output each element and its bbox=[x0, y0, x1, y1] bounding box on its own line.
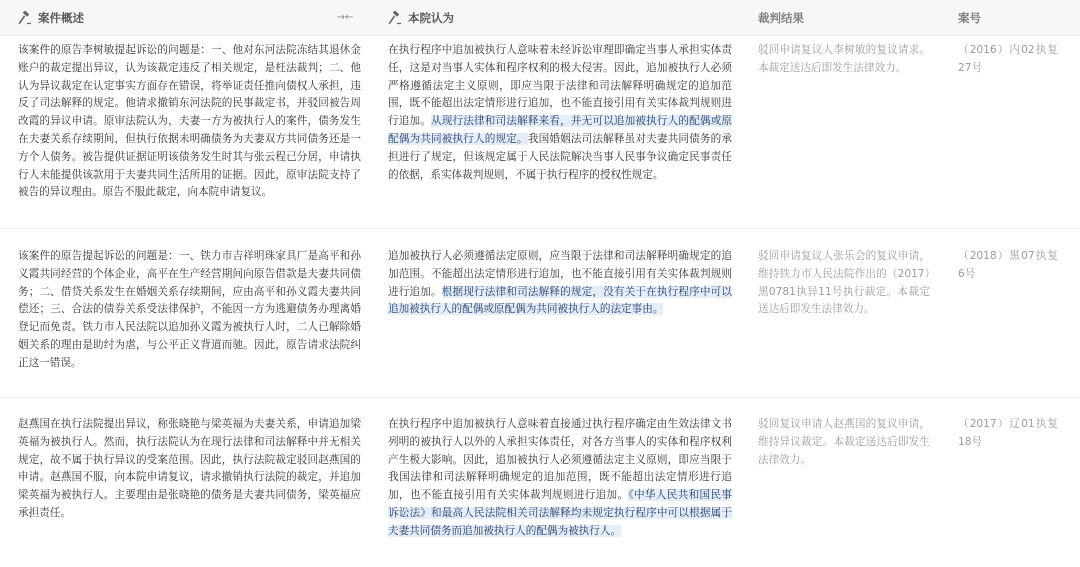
header-case-number[interactable] bbox=[958, 0, 981, 36]
row2-opinion-text: 追加被执行人必须遵循法定原则，应当限于法律和司法解释明确规定的追加范围。不能超出法定情形进行追加，也不能直接引用有关实体裁判规则进行追加。 bbox=[388, 250, 732, 298]
row1-opinion bbox=[388, 42, 732, 184]
collapse-column-icon[interactable]: →← bbox=[336, 12, 354, 23]
row1-opinion-highlight: 从现行法律和司法解释来看，并无可以追加被执行人的配偶或原配偶为共同被执行人的规定。 bbox=[388, 115, 733, 145]
row3-summary: 赵燕国在执行法院提出异议，称张晓艳与梁英福为夫妻关系，申请追加梁英福为被执行人。然而，执行法院认为在现行法律和司法解释中并无相关规定，故不属于执行异议的受案范围。因此，执行法院裁定驳回赵燕国的申请。赵燕国不服，向本院申请复议，请求撤销执行法院的裁定，并追加梁英福为被执行人。主要理由是张晓艳的债务是夫妻共同债务，梁英福应承担责任。 bbox=[18, 418, 361, 519]
row2-opinion bbox=[388, 248, 732, 319]
header-court-opinion-label: 本院认为 bbox=[408, 11, 454, 25]
header-case-summary[interactable] bbox=[18, 0, 84, 36]
header-case-summary-label: 案件概述 bbox=[38, 11, 84, 25]
row2-opinion-highlight: 根据现行法律和司法解释的规定，没有关于在执行程序中可以追加被执行人的配偶或原配偶为共同被执行人的法定事由。 bbox=[388, 285, 733, 316]
row1-result: 驳回申请复议人李树敏的复议请求。本裁定送达后即发生法律效力。 bbox=[758, 44, 930, 74]
row1-summary: 该案件的原告李树敏提起诉讼的问题是：一、他对东河法院冻结其退休金账户的裁定提出异议，认为该裁定违反了相关规定，是枉法裁判；二、他认为异议裁定在认定事实方面存在错误，将举证责任推向债权人承担，违反了司法解释的规定。他请求撤销东河法院的民事裁定书，并驳回被告周改霞的异议申请。原审法院认为，夫妻一方为被执行人的案件，债务发生在夫妻关系存续期间，但执行依据未明确债务为夫妻双方共同债务还是一方个人债务。被告提供证据证明该债务发生时其与张云程已分居，申请执行人未能提供该款用于夫妻共同生活所用的证据。因此，原审法院支持了被告的异议理由。原告不服此裁定，向本院申请复议。 bbox=[18, 44, 361, 199]
row2-case-number[interactable]: （2018）黑07执复6号 bbox=[958, 250, 1058, 280]
header-case-number-label: 案号 bbox=[958, 11, 981, 25]
header-judgment-result[interactable] bbox=[758, 0, 804, 36]
header-judgment-result-label: 裁判结果 bbox=[758, 11, 804, 25]
row3-case-number[interactable]: （2017）辽01执复18号 bbox=[958, 418, 1058, 448]
row3-opinion-text: 在执行程序中追加被执行人意味着直接通过执行程序确定由生效法律文书列明的被执行人以外的人承担实体责任，对各方当事人的实体和程序权利产生极大影响。因此，追加被执行人必须遵循法定主义原则，即应当限于我国法律和司法解释明确规定的追加范围，既不能超出法定情形进行追加，也不能直接引用有关实体裁判规则进行追加。 bbox=[388, 418, 732, 502]
gavel-icon bbox=[388, 11, 402, 25]
row3-opinion bbox=[388, 416, 732, 541]
row1-opinion-text: 在执行程序中追加被执行人意味着未经诉讼审理即确定当事人承担实体责任，这是对当事人实体和程序权利的极大侵害。因此，追加被执行人必须严格遵循法定主义原则，即应当限于法律和司法解释明确规定的追加范围，既不能超出法定情形进行追加，也不能直接引用有关实体裁判规则进行追加。 bbox=[388, 44, 732, 128]
row2-result: 驳回申请复议人张乐会的复议申请，维持铁力市人民法院作出的（2017）黑0781执异11号执行裁定。本裁定送达后即发生法律效力。 bbox=[758, 250, 930, 316]
header-court-opinion[interactable] bbox=[388, 0, 454, 36]
row-divider bbox=[0, 228, 1080, 229]
row1-case-number[interactable]: （2016）内02执复27号 bbox=[958, 44, 1058, 74]
table-header bbox=[0, 0, 1080, 36]
row3-opinion-highlight: 《中华人民共和国民事诉讼法》和最高人民法院相关司法解释均未规定执行程序中可以根据属于夫妻共同债务而追加被执行人的配偶为被执行人。 bbox=[388, 489, 733, 537]
row3-result: 驳回复议申请人赵燕国的复议申请，维持异议裁定。本裁定送达后即发生法律效力。 bbox=[758, 418, 930, 466]
row1-opinion-text-after: 我国婚姻法司法解释虽对夫妻共同债务的承担进行了规定，但该规定属于人民法院解决当事人民事争议确定民事责任的依据，系实体裁判规则，不属于执行程序的授权性规定。 bbox=[388, 132, 733, 181]
gavel-icon bbox=[18, 11, 32, 25]
row-divider bbox=[0, 397, 1080, 398]
row2-summary: 该案件的原告提起诉讼的问题是：一、铁力市吉祥明珠家具厂是高平和孙义霞共同经营的个体企业，高平在生产经营期间向原告借款是夫妻共同债务；二、借贷关系发生在婚姻关系存续期间，应由高平和孙义霞夫妻共同偿还；三、合法的债券关系受法律保护，不能因一方为逃避债务办理离婚登记而免责。铁力市人民法院以追加孙义霞为被执行人时，二人已解除婚姻关系的理由是助纣为虐，与公平正义背道而驰。因此，原告请求法院纠正这一错误。 bbox=[18, 250, 361, 369]
